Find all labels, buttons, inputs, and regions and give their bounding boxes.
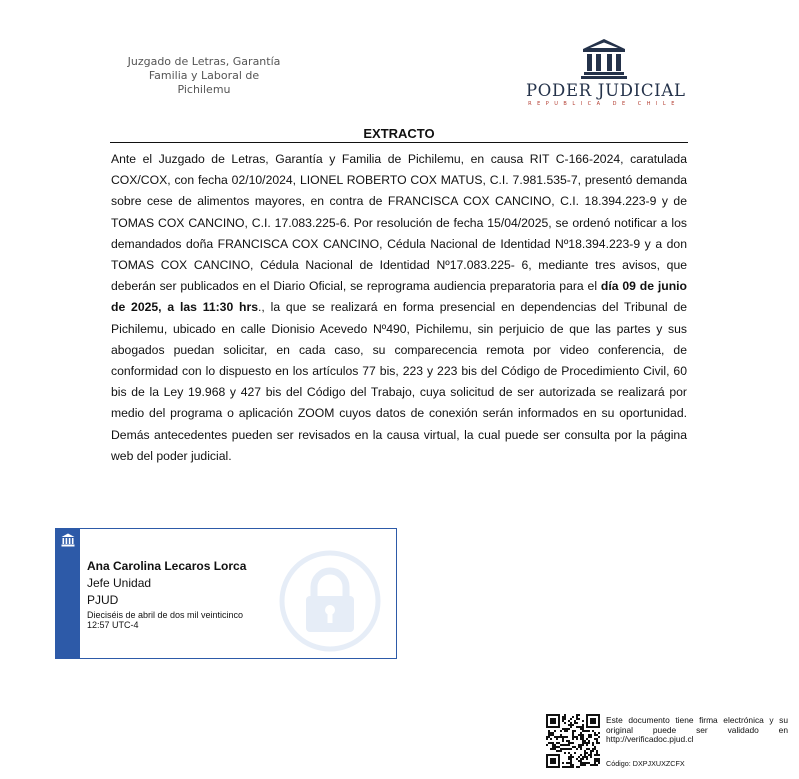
verification-text: Este documento tiene firma electrónica y su original puede ser validado en http://verificadoc.pjud.cl	[606, 715, 788, 744]
court-name-line-3: Pichilemu	[177, 83, 231, 96]
signature-side-bar	[56, 529, 80, 658]
signer-organization: PJUD	[87, 593, 119, 607]
signer-name: Ana Carolina Lecaros Lorca	[87, 559, 247, 573]
court-name-line-1: Juzgado de Letras, Garantía	[127, 55, 281, 68]
hearing-date-bold: día 09 de junio de 2025, a las 11:30 hrs	[111, 279, 687, 315]
signer-role: Jefe Unidad	[87, 576, 152, 590]
document-title: EXTRACTO	[363, 126, 435, 141]
signature-date: Dieciséis de abril de dos mil veinticinco	[87, 610, 244, 620]
logo-subtitle: REPUBLICA DE CHILE	[528, 101, 680, 107]
logo-name: PODER JUDICIAL	[526, 81, 686, 100]
title-divider	[110, 142, 688, 143]
courthouse-icon	[581, 38, 627, 80]
court-name-line-2: Familia y Laboral de	[148, 69, 260, 82]
signature-timestamp	[87, 610, 287, 630]
body-text-start: Ante el Juzgado de Letras, Garantía y Familia de Pichilemu, en causa RIT C-166-2024, caratulada COX/COX, con fecha 02/10/2024, LIONEL ROBERTO COX MATUS, C.I. 7.981.535-7, presentó demanda sobre cese de alimentos mayores, en contra de FRANCISCA COX CANCINO, C.I. 18.394.223-9 y de TOMAS COX CANCINO, C.I. 17.083.225-6. Por resolución de fecha 15/04/2025, se ordenó notificar a los demandados doña FRANCISCA COX CANCINO, Cédula Nacional de Identidad Nº18.394.223-9 y a don TOMAS COX CANCINO, Cédula Nacional de Identidad Nº17.083.225- 6, mediante tres avisos, que deberán ser publicados en el Diario Oficial, se reprograma audiencia preparatoria para el	[111, 152, 687, 294]
courthouse-icon	[61, 533, 75, 547]
verification-code: Código: DXPJXUXZCFX	[606, 759, 685, 768]
signature-box	[55, 528, 397, 659]
document-body	[111, 149, 687, 467]
signature-time: 12:57 UTC-4	[87, 620, 139, 630]
lock-icon	[278, 549, 382, 653]
qr-code	[546, 714, 600, 768]
poder-judicial-logo	[526, 38, 686, 107]
body-text-end: ., la que se realizará en forma presencial en dependencias del Tribunal de Pichilemu, ubicado en calle Dionisio Acevedo Nº490, Pichilemu, sin perjuicio de que las partes y sus abogados puedan solicitar, en cada caso, su comparecencia remota por video conferencia, de conformidad con lo dispuesto en los artículos 77 bis, 223 y 223 bis del Código de Procedimiento Civil, 60 bis de la Ley 19.968 y 427 bis del Código del Trabajo, cuya solicitud de ser autorizada se realizará por medio del programa o aplicación ZOOM cuyos datos de conexión serán informados en su oportunidad. Demás antecedentes pueden ser revisados en la causa virtual, la cual puede ser consulta por la página web del poder judicial.	[111, 300, 687, 463]
court-name	[104, 55, 304, 97]
